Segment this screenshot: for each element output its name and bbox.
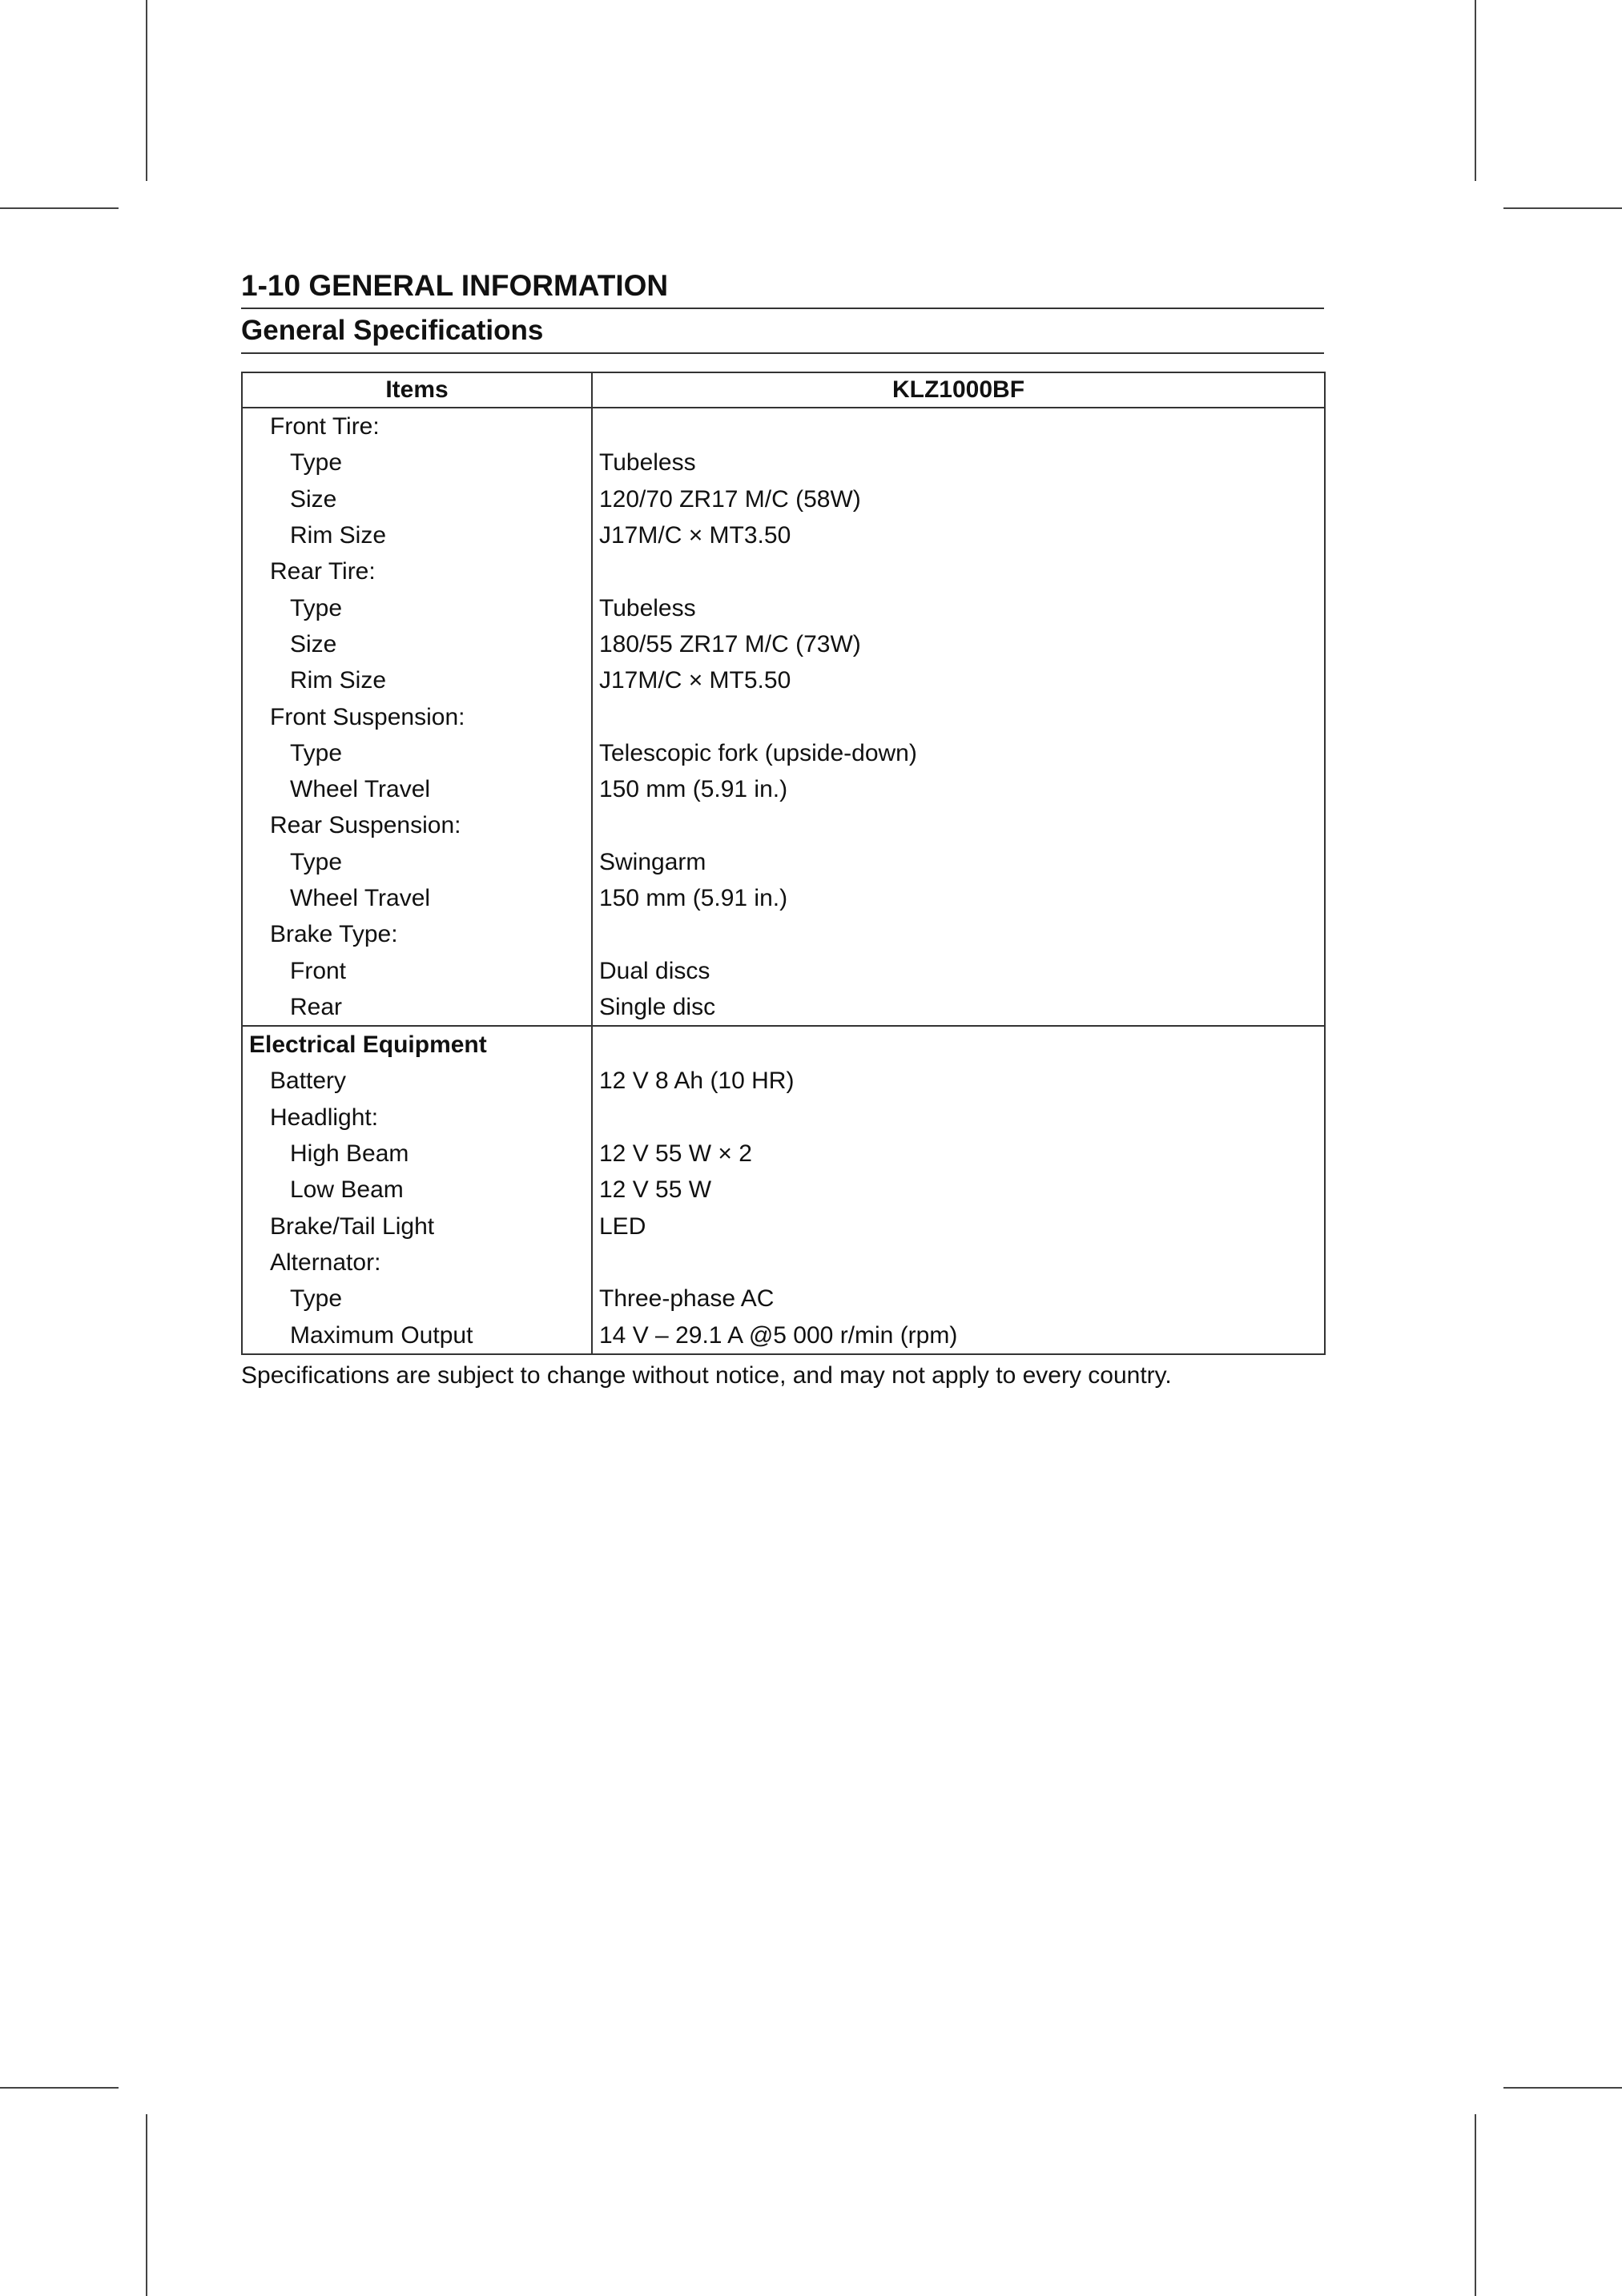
row-label: Low Beam: [242, 1172, 592, 1208]
row-value: LED: [592, 1208, 1325, 1245]
row-value: [592, 408, 1325, 444]
row-label: Front Suspension:: [242, 698, 592, 734]
row-label: Wheel Travel: [242, 771, 592, 807]
table-header-row: [242, 372, 1325, 408]
row-value: [592, 698, 1325, 734]
row-label: Rear: [242, 989, 592, 1026]
table-row: [242, 989, 1325, 1026]
table-row: [242, 1172, 1325, 1208]
specifications-table: [241, 372, 1326, 1355]
table-group-row: [242, 1026, 1325, 1063]
table-row: [242, 735, 1325, 771]
crop-mark: [1503, 2087, 1622, 2089]
row-value: [592, 1100, 1325, 1136]
row-value: [592, 807, 1325, 843]
row-label: Size: [242, 481, 592, 517]
row-value: 120/70 ZR17 M/C (58W): [592, 481, 1325, 517]
table-row: [242, 952, 1325, 988]
footnote: Specifications are subject to change without notice, and may not apply to every country.: [241, 1361, 1172, 1389]
table-row: [242, 481, 1325, 517]
row-label: High Beam: [242, 1136, 592, 1172]
table-row: [242, 626, 1325, 662]
row-value: 180/55 ZR17 M/C (73W): [592, 626, 1325, 662]
row-value: [592, 1026, 1325, 1063]
subtitle-rule: [241, 352, 1324, 354]
row-label: Type: [242, 589, 592, 625]
table-row: [242, 553, 1325, 589]
group-label: Electrical Equipment: [242, 1026, 592, 1063]
table-row: [242, 662, 1325, 698]
crop-mark: [146, 0, 147, 181]
row-value: [592, 916, 1325, 952]
column-header-model: KLZ1000BF: [592, 372, 1325, 408]
table-row: [242, 880, 1325, 916]
row-label: Type: [242, 844, 592, 880]
crop-mark: [0, 207, 119, 209]
subsection-title: General Specifications: [241, 315, 544, 346]
row-value: 150 mm (5.91 in.): [592, 880, 1325, 916]
row-value: Tubeless: [592, 589, 1325, 625]
table-row: [242, 1208, 1325, 1245]
table-row: [242, 1063, 1325, 1099]
row-value: [592, 1245, 1325, 1281]
row-label: Maximum Output: [242, 1317, 592, 1353]
table-row: [242, 589, 1325, 625]
row-label: Type: [242, 735, 592, 771]
crop-mark: [146, 2114, 147, 2296]
table-row: [242, 844, 1325, 880]
section-title: 1-10 GENERAL INFORMATION: [241, 269, 669, 302]
table-row: [242, 807, 1325, 843]
row-value: 12 V 55 W: [592, 1172, 1325, 1208]
table-row: [242, 1100, 1325, 1136]
row-label: Rim Size: [242, 662, 592, 698]
row-label: Front: [242, 952, 592, 988]
row-value: 14 V – 29.1 A @5 000 r/min (rpm): [592, 1317, 1325, 1353]
table-row: [242, 1281, 1325, 1317]
row-value: Three-phase AC: [592, 1281, 1325, 1317]
crop-mark: [0, 2087, 119, 2089]
row-label: Brake Type:: [242, 916, 592, 952]
row-label: Type: [242, 444, 592, 481]
row-value: Dual discs: [592, 952, 1325, 988]
row-label: Front Tire:: [242, 408, 592, 444]
table-row: [242, 1136, 1325, 1172]
crop-mark: [1475, 2114, 1476, 2296]
row-value: Telescopic fork (upside-down): [592, 735, 1325, 771]
row-value: Single disc: [592, 989, 1325, 1026]
table-row: [242, 1245, 1325, 1281]
page-content: [241, 264, 1324, 1392]
row-value: [592, 553, 1325, 589]
column-header-items: Items: [242, 372, 592, 408]
table-row: [242, 771, 1325, 807]
table-row: [242, 916, 1325, 952]
crop-mark: [1503, 207, 1622, 209]
row-label: Size: [242, 626, 592, 662]
row-label: Battery: [242, 1063, 592, 1099]
row-value: J17M/C × MT5.50: [592, 662, 1325, 698]
table-row: [242, 517, 1325, 553]
table-row: [242, 1317, 1325, 1353]
row-label: Rim Size: [242, 517, 592, 553]
row-value: 12 V 8 Ah (10 HR): [592, 1063, 1325, 1099]
crop-mark: [1475, 0, 1476, 181]
row-label: Type: [242, 1281, 592, 1317]
row-value: 150 mm (5.91 in.): [592, 771, 1325, 807]
table-row: [242, 444, 1325, 481]
table-row: [242, 698, 1325, 734]
row-value: 12 V 55 W × 2: [592, 1136, 1325, 1172]
row-value: Tubeless: [592, 444, 1325, 481]
table-row: [242, 408, 1325, 444]
row-label: Wheel Travel: [242, 880, 592, 916]
row-label: Rear Tire:: [242, 553, 592, 589]
row-label: Headlight:: [242, 1100, 592, 1136]
row-value: J17M/C × MT3.50: [592, 517, 1325, 553]
row-label: Rear Suspension:: [242, 807, 592, 843]
row-label: Brake/Tail Light: [242, 1208, 592, 1245]
row-value: Swingarm: [592, 844, 1325, 880]
row-label: Alternator:: [242, 1245, 592, 1281]
